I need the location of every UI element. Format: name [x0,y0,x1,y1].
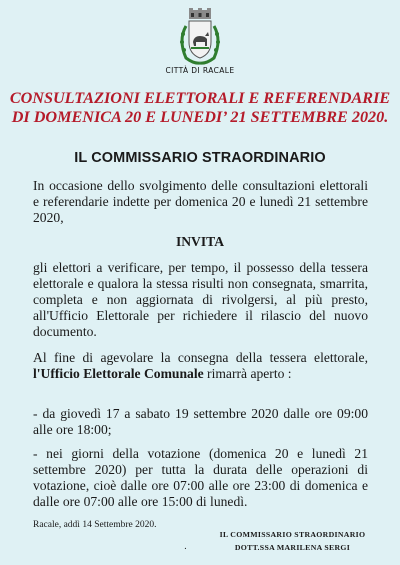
headline-line-2: DI DOMENICA 20 E LUNEDI’ 21 SETTEMBRE 2020. [11,108,389,126]
office-name: l'Ufficio Elettorale Comunale [33,366,204,381]
city-coat-of-arms-icon [176,8,224,66]
commissioner-title: IL COMMISSARIO STRAORDINARIO [74,150,326,166]
intro-paragraph: In occasione dello svolgimento delle consultazioni elettorali e referendarie indette per domenica 20 e lunedì 21 settembre 2020, [33,178,368,225]
office-paragraph-tail: rimarrà aperto : [207,366,292,381]
signer-title: IL COMMISSARIO STRAORDINARIO [219,530,366,539]
signature-block [210,528,375,554]
invita-heading: INVITA [175,234,225,249]
signer-name: DOTT.SSA MARILENA SERGI [234,543,351,552]
headline [0,89,400,127]
schedule-item-1: - da giovedì 17 a sabato 19 settembre 2020 dalle ore 09:00 alle ore 18:00; [33,406,368,437]
office-paragraph-lead: Al fine di agevolare la consegna della tessera elettorale, [33,350,368,365]
office-paragraph [33,350,368,382]
instructions-paragraph: gli elettori a verificare, per tempo, il possesso della tessera elettorale e qualora la stessa risulti non consegnata, smarrita, completa e non aggiornata di rivolgersi, al più presto, all'Ufficio Elettorale per richiedere il rilascio del nuovo documento. [33,260,368,339]
schedule-item-2: - nei giorni della votazione (domenica 20 e lunedì 21 settembre 2020) per tutta la durata delle operazioni di votazione, cioè dalle ore 07:00 alle ore 23:00 di domenica e dalle ore 07:00 alle ore 15:00 di lunedì. [33,446,368,509]
city-name: CITTÀ DI RACALE [165,66,235,75]
place-and-date: Racale, addì 14 Settembre 2020. [33,520,157,530]
headline-line-1: CONSULTAZIONI ELETTORALI E REFERENDARIE [9,89,391,107]
stray-dot: . [184,542,187,552]
